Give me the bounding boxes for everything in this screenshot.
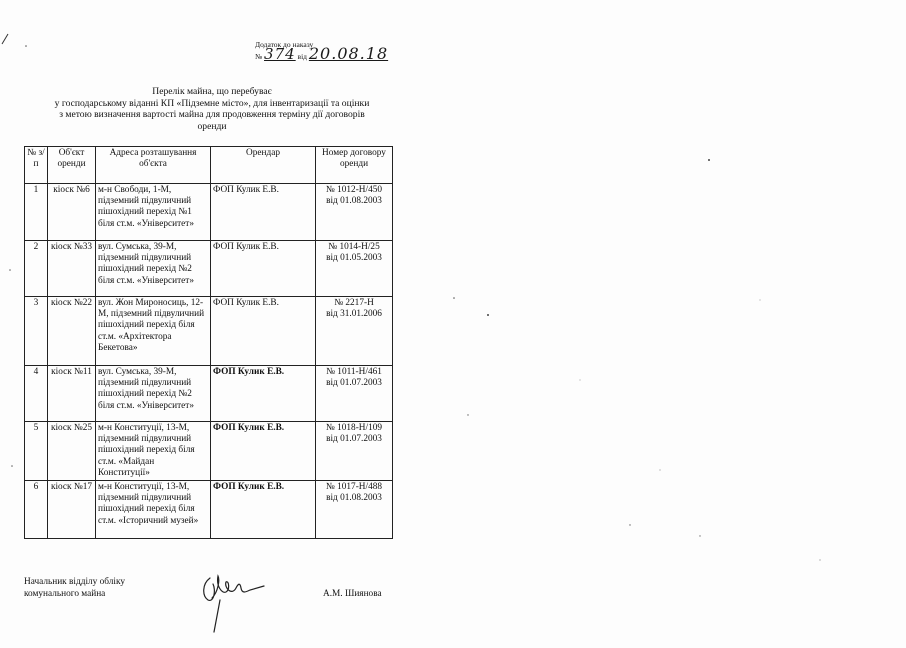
- cell-num: 3: [25, 297, 48, 366]
- cell-address: вул. Сумська, 39-М, підземний підвуличний пішохідний перехід №2 біля ст.м. «Університет»: [96, 366, 211, 422]
- contract-number: № 1017-Н/488: [325, 482, 383, 493]
- cell-num: 1: [25, 184, 48, 241]
- header-object: Об'єкт оренди: [48, 147, 96, 184]
- tenant-name: ФОП Кулик Е.В.: [213, 367, 285, 377]
- addendum-date: 20.08.18: [308, 44, 389, 63]
- addendum-number-prefix: №: [255, 52, 263, 61]
- cell-address: вул. Жон Мироносиць, 12-М, підземний підвуличний пішохідний перехід біля ст.м. «Архітектора Бекетова»: [96, 297, 211, 366]
- contract-number: № 1011-Н/461: [326, 367, 382, 377]
- cell-object: кіоск №11: [48, 366, 96, 422]
- addendum-date-prefix: від: [297, 52, 307, 61]
- cell-tenant: [211, 366, 316, 422]
- table-header-row: [25, 147, 393, 184]
- handwritten-signature: [196, 570, 266, 634]
- cell-num: 4: [25, 366, 48, 422]
- cell-tenant: ФОП Кулик Е.В.: [211, 184, 316, 241]
- header-contract: Номер договору оренди: [316, 147, 393, 184]
- cell-tenant: ФОП Кулик Е.В.: [211, 241, 316, 297]
- header-address: Адреса розташування об'єкта: [96, 147, 211, 184]
- addendum-number: 374: [264, 45, 296, 63]
- table-row: [25, 366, 393, 422]
- contract-date: від 01.07.2003: [326, 434, 382, 445]
- contract-date: від 01.05.2003: [326, 253, 382, 264]
- cell-address: м-н Свободи, 1-М, підземний підвуличний пішохідний перехід №1 біля ст.м. «Університет»: [96, 184, 211, 241]
- cell-object: кіоск №33: [48, 241, 96, 297]
- table-row: [25, 422, 393, 481]
- table-row: [25, 184, 393, 241]
- signatory-position: [24, 577, 125, 600]
- document-title: [22, 86, 402, 132]
- cell-tenant: [211, 481, 316, 539]
- title-line-2: у господарському віданні КП «Підземне місто», для інвентаризації та оцінки: [54, 97, 370, 109]
- cell-contract: [316, 366, 393, 422]
- cell-tenant: [211, 422, 316, 481]
- title-line-3: з метою визначення вартості майна для продовження терміну дії договорів: [59, 109, 365, 121]
- position-line-2: комунального майна: [24, 588, 106, 599]
- cell-address: вул. Сумська, 39-М, підземний підвуличний пішохідний перехід №2 біля ст.м. «Університет»: [96, 241, 211, 297]
- table-row: [25, 481, 393, 539]
- table-row: [25, 297, 393, 366]
- cell-contract: [316, 184, 393, 241]
- contract-number: № 1012-Н/450: [325, 185, 383, 195]
- contract-date: від 01.07.2003: [326, 378, 382, 389]
- addendum-stamp: [255, 40, 388, 61]
- cell-object: кіоск №22: [48, 297, 96, 366]
- cell-contract: [316, 481, 393, 539]
- cell-address: м-н Конституції, 13-М, підземний підвуличний пішохідний перехід біля ст.м. «Майдан Конституції»: [96, 422, 211, 481]
- title-line-1: Перелік майна, що перебуває: [152, 86, 272, 97]
- contract-date: від 01.08.2003: [326, 196, 382, 207]
- cell-address: м-н Конституції, 13-М, підземний підвуличний пішохідний перехід біля ст.м. «Історичний музей»: [96, 481, 211, 539]
- table-row: [25, 241, 393, 297]
- contract-date: від 01.08.2003: [326, 493, 382, 504]
- addendum-label: Додаток до наказу: [255, 40, 314, 49]
- cell-contract: [316, 241, 393, 297]
- contract-number: № 1018-Н/109: [325, 423, 383, 433]
- position-line-1: Начальник відділу обліку: [24, 577, 126, 587]
- property-table: [24, 146, 393, 539]
- header-tenant: Орендар: [211, 147, 316, 184]
- cell-contract: [316, 422, 393, 481]
- cell-num: 5: [25, 422, 48, 481]
- contract-number: № 1014-Н/25: [328, 242, 380, 252]
- title-line-4: оренди: [197, 120, 227, 132]
- cell-object: кіоск №25: [48, 422, 96, 481]
- contract-number: № 2217-Н: [334, 298, 374, 308]
- header-num: № з/п: [25, 147, 48, 184]
- cell-tenant: ФОП Кулик Е.В.: [211, 297, 316, 366]
- contract-date: від 31.01.2006: [326, 309, 382, 320]
- cell-num: 2: [25, 241, 48, 297]
- cell-num: 6: [25, 481, 48, 539]
- tenant-name: ФОП Кулик Е.В.: [213, 423, 285, 433]
- tenant-name: ФОП Кулик Е.В.: [213, 482, 285, 493]
- cell-contract: [316, 297, 393, 366]
- cell-object: кіоск №17: [48, 481, 96, 539]
- cell-object: кіоск №6: [48, 184, 96, 241]
- signer-name: А.М. Шиянова: [323, 589, 382, 599]
